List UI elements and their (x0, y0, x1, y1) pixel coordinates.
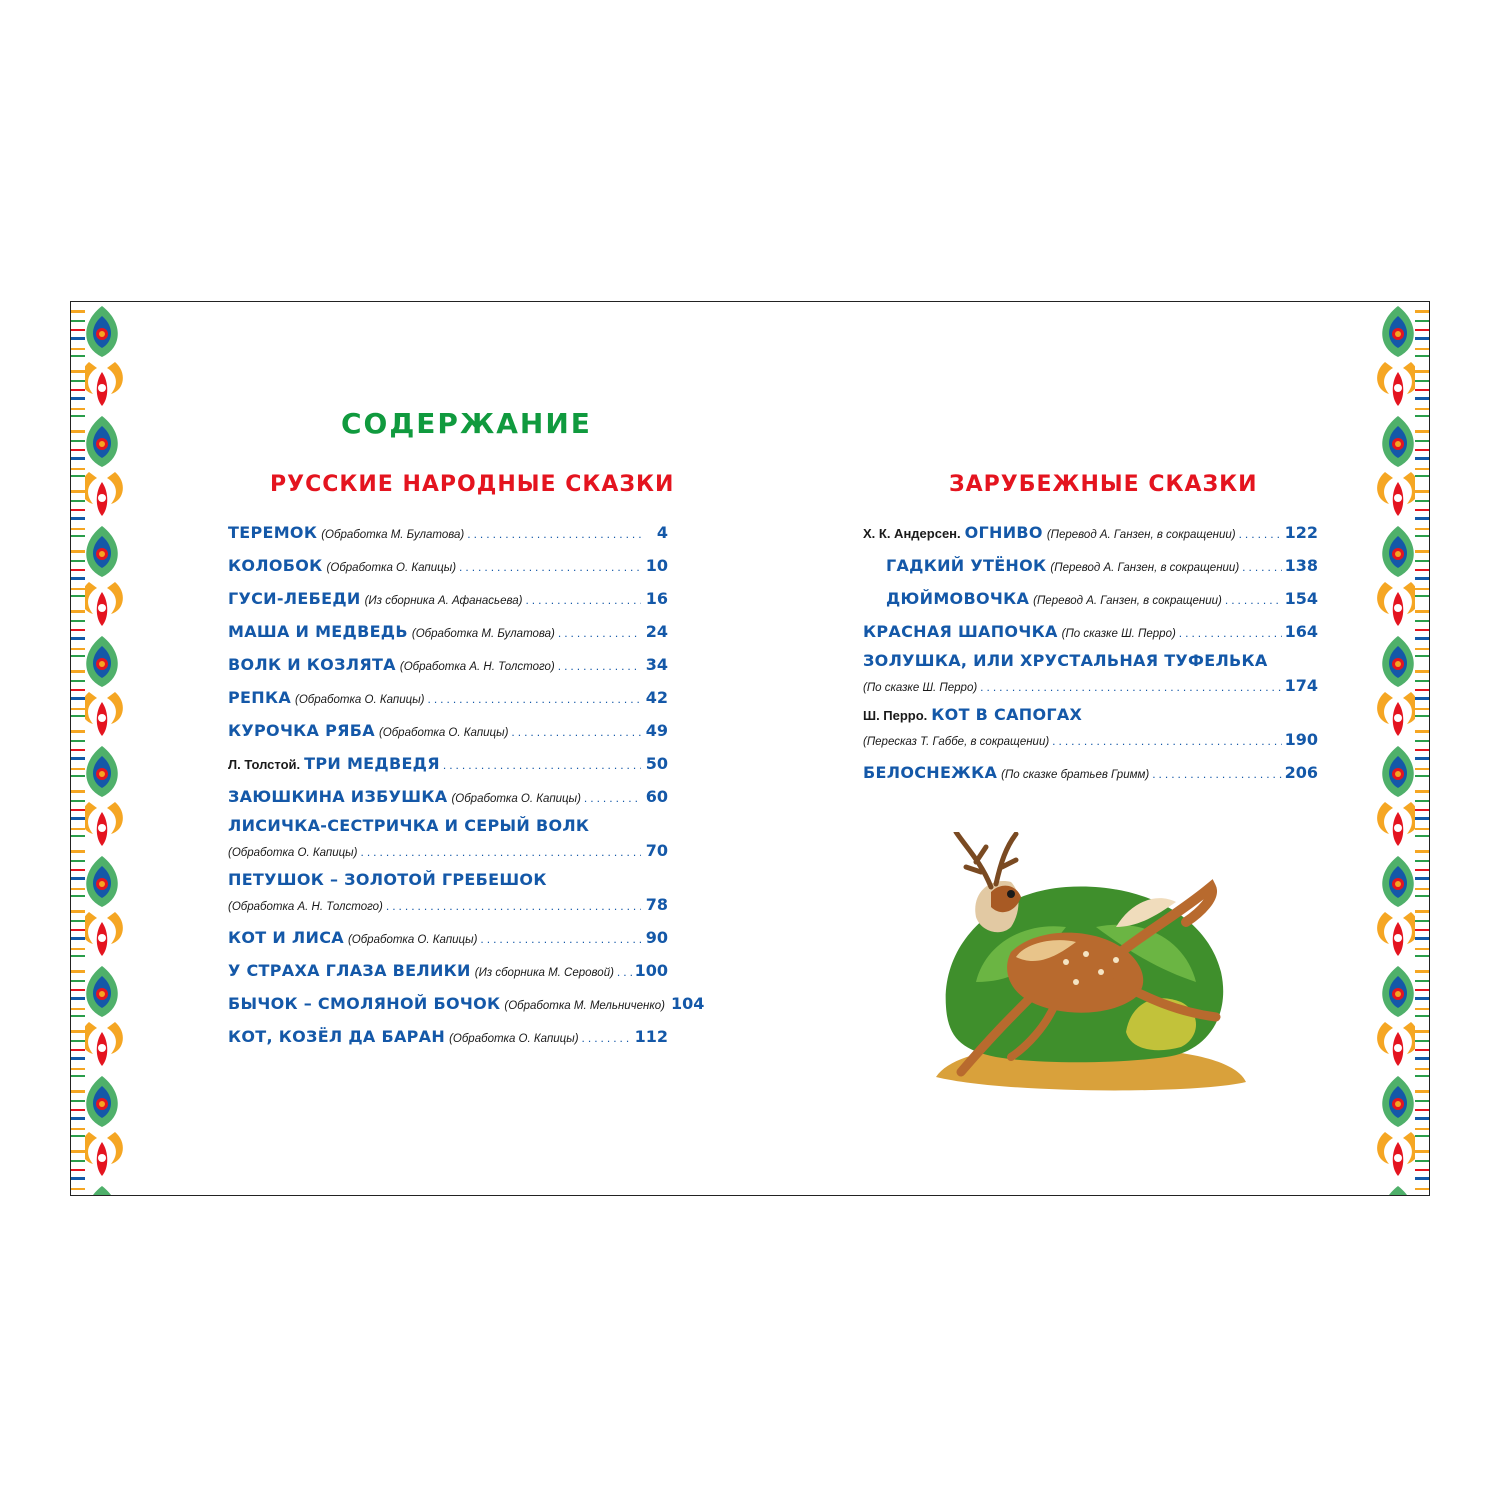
dot-leader (1179, 617, 1282, 650)
entry-page-number: 34 (645, 655, 668, 674)
toc-entry-line (228, 954, 668, 987)
entry-note: (По сказке Ш. Перро) (863, 682, 978, 694)
entry-page-number: 164 (1284, 622, 1318, 641)
dot-leader (386, 894, 641, 918)
toc-entry-line (228, 1020, 668, 1053)
entry-page-number: 70 (645, 841, 668, 860)
dot-leader (428, 683, 642, 716)
toc-entry[interactable] (228, 987, 705, 1020)
entry-note: (Обработка А. Н. Толстого) (399, 661, 555, 673)
toc-entry[interactable] (228, 549, 668, 582)
toc-entry-line (228, 681, 668, 714)
dot-leader (617, 956, 632, 989)
toc-entry-line (863, 549, 1318, 582)
entry-page-number: 24 (645, 622, 668, 641)
toc-entry-line (228, 615, 668, 648)
entry-note: (Перевод А. Ганзен, в сокращении) (1033, 595, 1222, 607)
toc-entry[interactable] (228, 648, 668, 681)
entry-note: (Обработка О. Капицы) (295, 694, 425, 706)
entry-title: У СТРАХА ГЛАЗА ВЕЛИКИ (228, 961, 471, 980)
entry-page-number: 206 (1284, 763, 1318, 782)
foreign-tales-list (863, 516, 1318, 789)
entry-page-number: 50 (645, 754, 668, 773)
toc-entry-line (863, 516, 1318, 549)
entry-page-number: 154 (1284, 589, 1318, 608)
dot-leader (1052, 729, 1281, 753)
entry-note: (По сказке Ш. Перро) (1061, 628, 1176, 640)
entry-page-number: 122 (1284, 523, 1318, 542)
entry-title: БЕЛОСНЕЖКА (863, 763, 998, 782)
dot-leader (558, 650, 641, 683)
dot-leader (467, 518, 641, 551)
entry-page-number: 60 (645, 787, 668, 806)
toc-entry[interactable] (228, 615, 668, 648)
entry-title: КОТ, КОЗЁЛ ДА БАРАН (228, 1027, 446, 1046)
dot-leader (1225, 584, 1282, 617)
entry-title: КОТ В САПОГАХ (931, 705, 1083, 724)
entry-page-number: 42 (645, 688, 668, 707)
entry-note: (Из сборника А. Афанасьева) (364, 595, 523, 607)
contents-title: СОДЕРЖАНИЕ (341, 407, 592, 440)
toc-entry-line (228, 780, 668, 813)
dot-leader (459, 551, 641, 584)
dot-leader (558, 617, 641, 650)
foreign-tales-heading: ЗАРУБЕЖНЫЕ СКАЗКИ (949, 472, 1258, 497)
toc-entry[interactable] (863, 582, 1318, 615)
toc-entry[interactable] (863, 702, 1318, 756)
toc-entry-line (228, 921, 668, 954)
russian-tales-list (228, 516, 705, 1053)
deer-illustration (916, 832, 1256, 1094)
toc-entry-first-line (228, 867, 668, 893)
entry-title: КОТ И ЛИСА (228, 928, 344, 947)
entry-title: ЗОЛУШКА, ИЛИ ХРУСТАЛЬНАЯ ТУФЕЛЬКА (863, 651, 1268, 670)
entry-page-number: 90 (645, 928, 668, 947)
toc-entry[interactable] (228, 954, 668, 987)
entry-page-number: 78 (645, 895, 668, 914)
entry-page-number: 16 (645, 589, 668, 608)
dot-leader (1242, 551, 1281, 584)
toc-entry[interactable] (228, 1020, 668, 1053)
dot-leader (360, 840, 641, 864)
toc-entry-line (228, 648, 668, 681)
entry-title: КОЛОБОК (228, 556, 323, 575)
toc-entry-second-line (863, 674, 1318, 702)
right-ornament-border (1367, 302, 1429, 1195)
entry-note: (Обработка О. Капицы) (451, 793, 581, 805)
entry-title: ГАДКИЙ УТЁНОК (886, 556, 1047, 575)
toc-entry[interactable] (863, 516, 1318, 549)
toc-entry[interactable] (863, 648, 1318, 702)
toc-entry[interactable] (228, 714, 668, 747)
toc-entry-line (228, 987, 705, 1020)
toc-entry[interactable] (863, 549, 1318, 582)
entry-note: (Перевод А. Ганзен, в сокращении) (1050, 562, 1240, 574)
dot-leader (1152, 758, 1281, 791)
toc-entry-line (228, 549, 668, 582)
entry-note: (Обработка О. Капицы) (347, 934, 478, 946)
toc-entry[interactable] (863, 615, 1318, 648)
toc-entry[interactable] (228, 516, 668, 549)
entry-title: РЕПКА (228, 688, 292, 707)
toc-entry-first-line (863, 648, 1318, 674)
entry-note: (Пересказ Т. Габбе, в сокращении) (863, 736, 1050, 748)
entry-author: Ш. Перро. (863, 708, 928, 723)
toc-entry[interactable] (228, 780, 668, 813)
entry-page-number: 104 (671, 994, 705, 1013)
russian-tales-heading: РУССКИЕ НАРОДНЫЕ СКАЗКИ (270, 472, 675, 497)
entry-note: (Из сборника М. Серовой) (474, 967, 614, 979)
toc-entry-line (863, 582, 1318, 615)
toc-entry-first-line (228, 813, 668, 839)
entry-page-number: 4 (656, 523, 668, 542)
dot-leader (582, 1022, 632, 1055)
entry-page-number: 100 (634, 961, 668, 980)
dot-leader (480, 923, 641, 956)
toc-entry-line (228, 582, 668, 615)
toc-entry-line (863, 756, 1318, 789)
entry-page-number: 49 (645, 721, 668, 740)
entry-note: (По сказке братьев Гримм) (1001, 769, 1150, 781)
toc-entry[interactable] (228, 921, 668, 954)
entry-note: (Обработка А. Н. Толстого) (228, 901, 383, 913)
entry-page-number: 10 (645, 556, 668, 575)
entry-page-number: 138 (1284, 556, 1318, 575)
toc-entry-first-line (863, 702, 1318, 728)
entry-title: ЗАЮШКИНА ИЗБУШКА (228, 787, 448, 806)
entry-note: (Обработка М. Булатова) (411, 628, 555, 640)
toc-entry[interactable] (863, 756, 1318, 789)
toc-entry[interactable] (228, 582, 668, 615)
entry-note: (Обработка О. Капицы) (326, 562, 457, 574)
entry-title: ТРИ МЕДВЕДЯ (304, 754, 440, 773)
entry-page-number: 190 (1284, 730, 1318, 749)
entry-note: (Обработка О. Капицы) (378, 727, 509, 739)
dot-leader (443, 749, 641, 782)
toc-entry[interactable] (228, 681, 668, 714)
toc-entry-line (228, 714, 668, 747)
entry-note: (Обработка О. Капицы) (449, 1033, 579, 1045)
entry-title: ЛИСИЧКА-СЕСТРИЧКА И СЕРЫЙ ВОЛК (228, 816, 590, 835)
left-ornament-border (71, 302, 133, 1195)
toc-entry-line (228, 516, 668, 549)
entry-title: ДЮЙМОВОЧКА (886, 589, 1030, 608)
dot-leader (511, 716, 641, 749)
toc-entry[interactable] (228, 747, 668, 780)
entry-title: ОГНИВО (964, 523, 1043, 542)
entry-page-number: 174 (1284, 676, 1318, 695)
toc-entry[interactable] (228, 813, 668, 867)
entry-title: КРАСНАЯ ШАПОЧКА (863, 622, 1058, 641)
toc-entry-line (863, 615, 1318, 648)
entry-note: (Обработка М. Мельниченко) (504, 1000, 666, 1012)
entry-title: ПЕТУШОК – ЗОЛОТОЙ ГРЕБЕШОК (228, 870, 547, 889)
entry-page-number: 112 (634, 1027, 668, 1046)
entry-note: (Обработка О. Капицы) (228, 847, 358, 859)
dot-leader (525, 584, 641, 617)
entry-title: ГУСИ-ЛЕБЕДИ (228, 589, 361, 608)
toc-entry[interactable] (228, 867, 668, 921)
entry-note: (Перевод А. Ганзен, в сокращении) (1046, 529, 1236, 541)
dot-leader (584, 782, 641, 815)
entry-title: ВОЛК И КОЗЛЯТА (228, 655, 396, 674)
toc-entry-second-line (863, 728, 1318, 756)
entry-title: БЫЧОК – СМОЛЯНОЙ БОЧОК (228, 994, 501, 1013)
toc-entry-second-line (228, 893, 668, 921)
dot-leader (1239, 518, 1282, 551)
entry-author: Л. Толстой. (228, 757, 301, 772)
book-spread (70, 301, 1430, 1196)
entry-note: (Обработка М. Булатова) (321, 529, 465, 541)
toc-entry-second-line (228, 839, 668, 867)
entry-title: КУРОЧКА РЯБА (228, 721, 375, 740)
entry-author: Х. К. Андерсен. (863, 526, 961, 541)
dot-leader (980, 675, 1281, 699)
toc-entry-line (228, 747, 668, 780)
entry-title: ТЕРЕМОК (228, 523, 318, 542)
entry-title: МАША И МЕДВЕДЬ (228, 622, 408, 641)
